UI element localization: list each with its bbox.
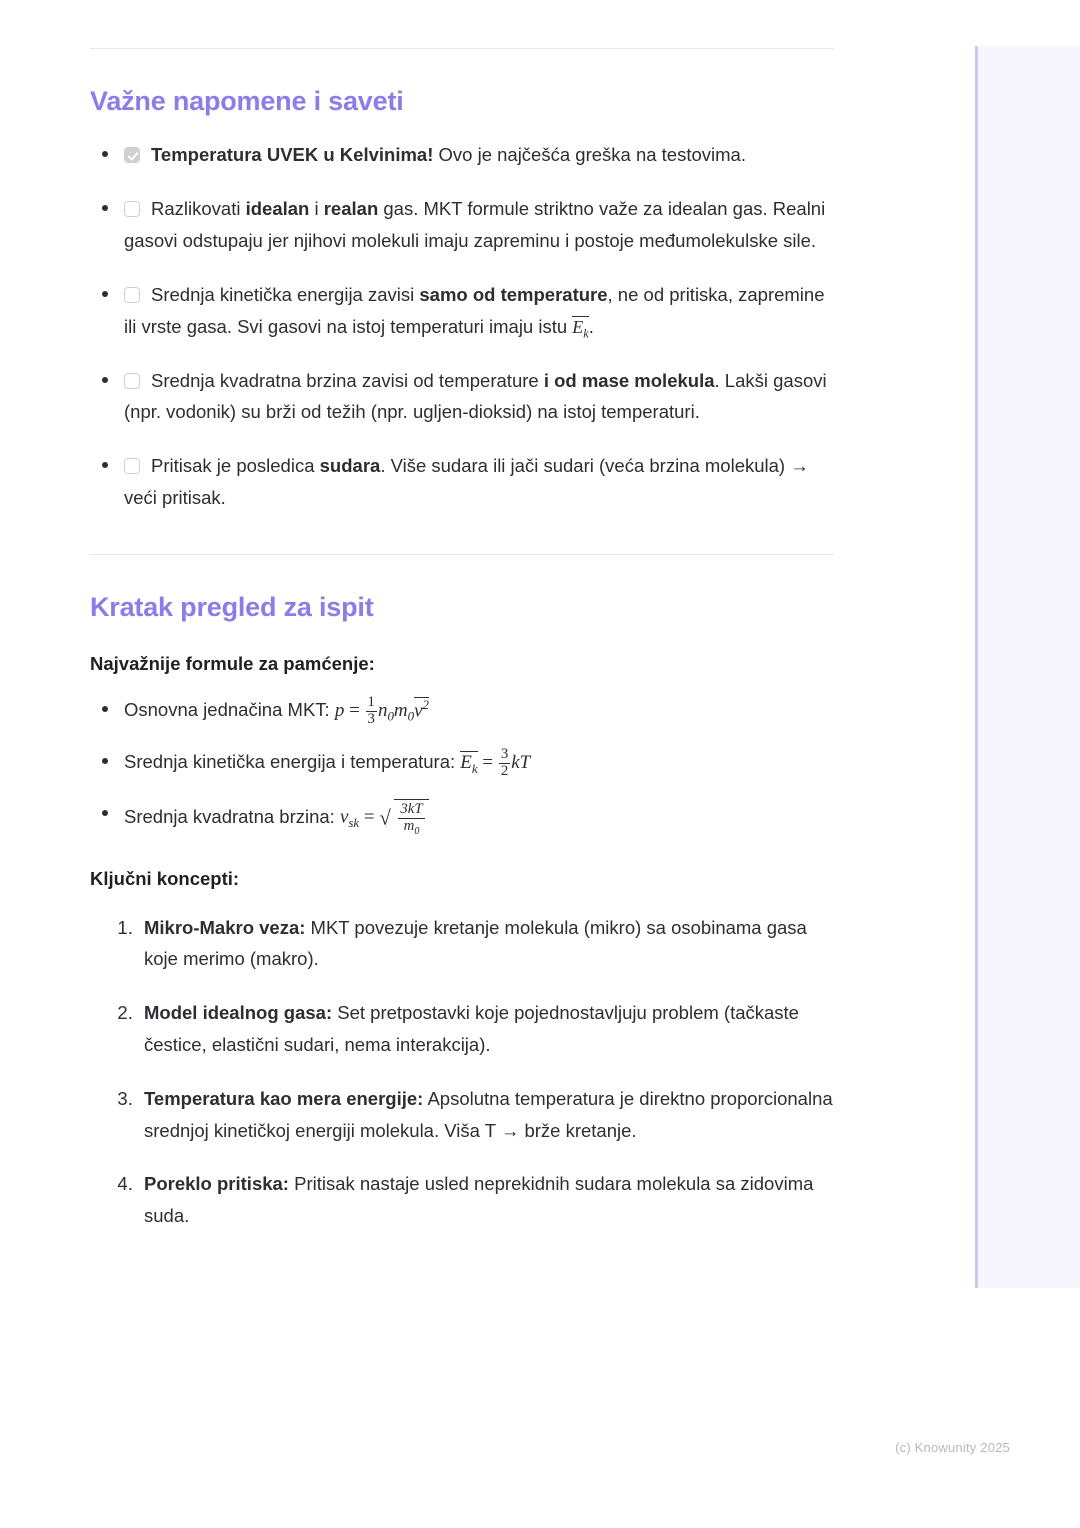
concepts-heading: Ključni koncepti: <box>90 867 240 889</box>
list-item <box>90 747 834 779</box>
tip-bold-5: sudara <box>319 455 381 477</box>
tip-pre-2: Razlikovati <box>151 198 246 220</box>
bullet-dot-icon <box>102 810 108 816</box>
concepts-list <box>90 912 834 1233</box>
list-item <box>90 365 834 429</box>
section-title-tips: Važne napomene i saveti <box>90 86 404 116</box>
footer-copyright: (c) Knowunity 2025 <box>895 1440 1010 1455</box>
tip-end-3: . <box>588 315 594 337</box>
tip-bold-2b: realan <box>323 198 379 220</box>
list-item <box>90 695 834 727</box>
bullet-dot-icon <box>102 291 108 297</box>
divider-middle <box>90 554 834 555</box>
concept-rest-3: Apsolutna temperatura je direktno proporcionalna srednjoj kinetičkoj energiji molekula. Viša T → brže kretanje. <box>144 1087 833 1141</box>
divider-top <box>90 48 834 49</box>
formula-label-3: Srednja kvadratna brzina: <box>124 806 335 828</box>
list-item <box>90 193 834 257</box>
formulas-heading: Najvažnije formule za pamćenje: <box>90 653 375 675</box>
formula-list <box>90 695 834 837</box>
tip-rest-1: Ovo je najčešća greška na testovima. <box>433 144 746 166</box>
tip-rest-3: , ne od pritiska, zapremine ili vrste gasa. Svi gasovi na istoj temperaturi imaju istu <box>124 283 825 337</box>
checkbox-checked-icon[interactable] <box>124 147 140 163</box>
tip-pre-5: Pritisak je posledica <box>151 455 320 477</box>
bullet-dot-icon <box>102 706 108 712</box>
bullet-dot-icon <box>102 205 108 211</box>
formula-label-1: Osnovna jednačina MKT: <box>124 699 330 721</box>
concept-lead-3: Temperatura kao mera energije: <box>144 1087 424 1109</box>
document-content <box>90 0 834 1232</box>
checkbox-unchecked-icon[interactable] <box>124 373 140 389</box>
tip-lead-1: Temperatura UVEK u Kelvinima! <box>151 144 434 166</box>
tip-rest-5: . Više sudara ili jači sudari (veća brzina molekula) → veći pritisak. <box>124 455 809 509</box>
formula-math-2: $E_k$ = $\frac{3}{2}$ kT <box>460 746 531 779</box>
inline-math-ek: $E_k$ <box>572 316 589 341</box>
list-item <box>90 799 834 837</box>
checkbox-unchecked-icon[interactable] <box>124 287 140 303</box>
tip-bold-3: samo od temperature <box>419 283 608 305</box>
right-side-rail <box>975 46 1080 1288</box>
list-item <box>90 450 834 514</box>
checkbox-unchecked-icon[interactable] <box>124 201 140 217</box>
tips-checklist <box>90 139 834 513</box>
section-title-exam: Kratak pregled za ispit <box>90 591 374 622</box>
bullet-dot-icon <box>102 151 108 157</box>
list-item <box>138 997 834 1061</box>
formula-math-3: $v_{sk}$ = √ $\frac{3kT}{m_0}$ <box>340 799 429 837</box>
list-item <box>138 1168 834 1232</box>
bullet-dot-icon <box>102 758 108 764</box>
concept-lead-4: Poreklo pritiska: <box>144 1173 289 1195</box>
list-item <box>138 912 834 976</box>
concept-lead-2: Model idealnog gasa: <box>144 1002 333 1024</box>
tip-bold-4: i od mase molekula <box>543 369 715 391</box>
tip-mid-2: i <box>309 198 324 220</box>
list-item <box>138 1083 834 1147</box>
checkbox-unchecked-icon[interactable] <box>124 458 140 474</box>
tip-bold-2a: idealan <box>245 198 310 220</box>
tip-pre-4: Srednja kvadratna brzina zavisi od temperature <box>151 369 544 391</box>
bullet-dot-icon <box>102 377 108 383</box>
concept-lead-1: Mikro-Makro veza: <box>144 916 306 938</box>
tip-rest-4: . Lakši gasovi (npr. vodonik) su brži od težih (npr. ugljen-dioksid) na istoj temperaturi. <box>124 369 827 423</box>
tip-rest-2: gas. MKT formule striktno važe za idealan gas. Realni gasovi odstupaju jer njihovi molekuli imaju zapreminu i postoje međumolekulske sile. <box>124 198 826 252</box>
formula-label-2: Srednja kinetička energija i temperatura: <box>124 751 456 773</box>
bullet-dot-icon <box>102 462 108 468</box>
concept-rest-4: Pritisak nastaje usled neprekidnih sudara molekula sa zidovima suda. <box>144 1173 814 1227</box>
list-item <box>90 139 834 171</box>
list-item <box>90 279 834 343</box>
tip-pre-3: Srednja kinetička energija zavisi <box>151 283 420 305</box>
concept-rest-1: MKT povezuje kretanje molekula (mikro) sa osobinama gasa koje merimo (makro). <box>144 916 807 970</box>
formula-math-1: p = $\frac{1}{3}$ $n_0m_0v^2$ <box>334 694 429 727</box>
concept-rest-2: Set pretpostavki koje pojednostavljuju problem (tačkaste čestice, elastični sudari, nema interakcija). <box>144 1002 799 1055</box>
